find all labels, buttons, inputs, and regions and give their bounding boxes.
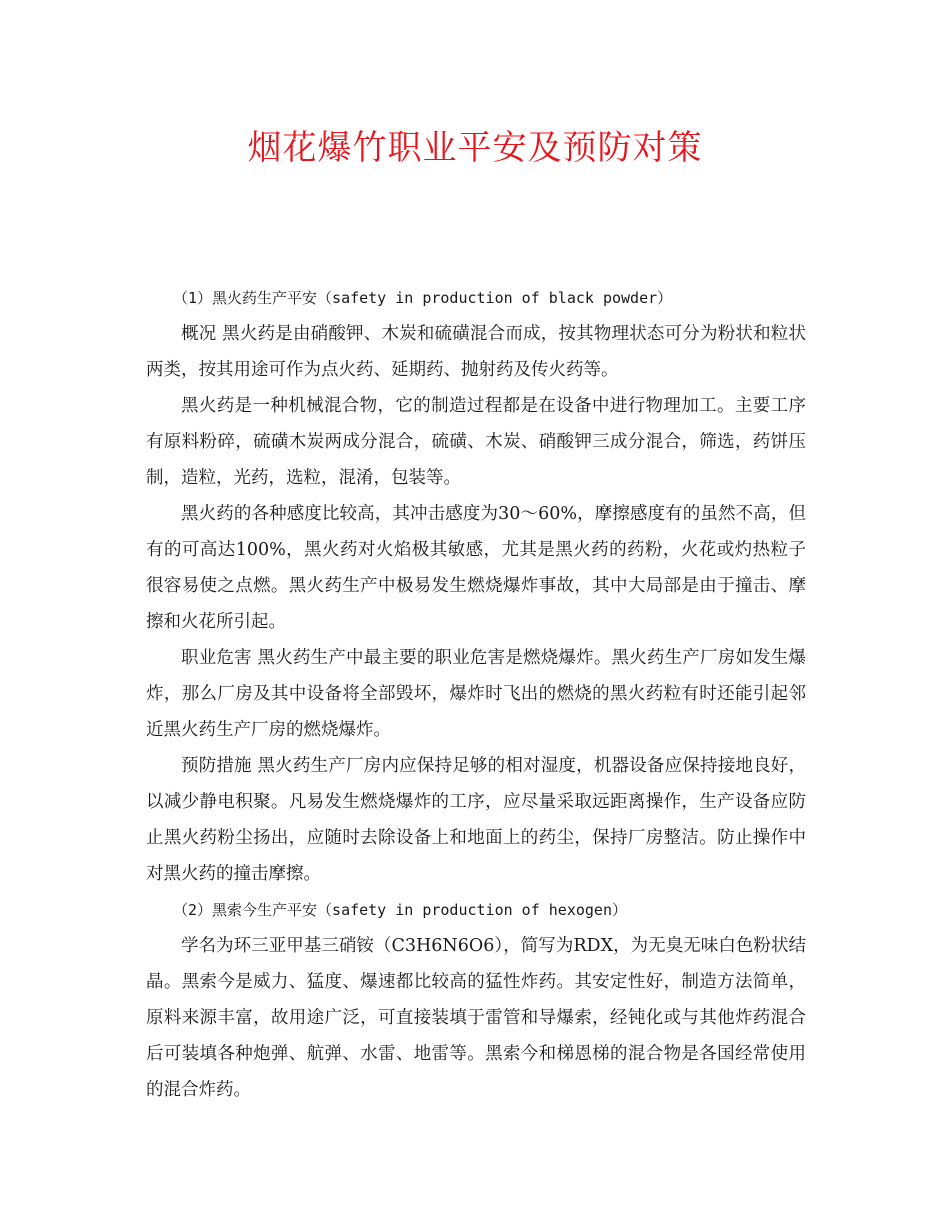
paragraph-manufacturing: 黑火药是一种机械混合物，它的制造过程都是在设备中进行物理加工。主要工序有原料粉碎，硫磺木炭两成分混合，硫磺、木炭、硝酸钾三成分混合，筛选，药饼压制，造粒，光药，选粒，混淆，包装等。: [146, 396, 806, 488]
section-heading-hexogen: （2）黑索今生产平安（safety in production of hexogen）: [173, 901, 627, 919]
paragraph-prevention: 预防措施 黑火药生产厂房内应保持足够的相对湿度，机器设备应保持接地良好，以减少静电积聚。凡易发生燃烧爆炸的工序，应尽量采取远距离操作，生产设备应防止黑火药粉尘扬出，应随时去除设备上和地面上的药尘，保持厂房整洁。防止操作中对黑火药的撞击摩擦。: [146, 756, 806, 884]
section-heading-black-powder: （1）黑火药生产平安（safety in production of black powder）: [173, 289, 673, 307]
paragraph-sensitivity: 黑火药的各种感度比较高，其冲击感度为30～60%，摩擦感度有的虽然不高，但有的可高达100%，黑火药对火焰极其敏感，尤其是黑火药的药粉，火花或灼热粒子很容易使之点燃。黑火药生产中极易发生燃烧爆炸事故，其中大局部是由于撞击、摩擦和火花所引起。: [146, 504, 806, 632]
paragraph-hexogen: 学名为环三亚甲基三硝铵（C3H6N6O6），简写为RDX，为无臭无味白色粉状结晶。黑索今是威力、猛度、爆速都比较高的猛性炸药。其安定性好，制造方法简单，原料来源丰富，故用途广泛，可直接装填于雷管和导爆索，经钝化或与其他炸药混合后可装填各种炮弹、航弹、水雷、地雷等。黑索今和梯恩梯的混合物是各国经常使用的混合炸药。: [146, 936, 806, 1100]
paragraph-hazards: 职业危害 黑火药生产中最主要的职业危害是燃烧爆炸。黑火药生产厂房如发生爆炸，那么厂房及其中设备将全部毁坏，爆炸时飞出的燃烧的黑火药粒有时还能引起邻近黑火药生产厂房的燃烧爆炸。: [146, 648, 806, 740]
paragraph-overview: 概况 黑火药是由硝酸钾、木炭和硫磺混合而成，按其物理状态可分为粉状和粒状两类，按其用途可作为点火药、延期药、抛射药及传火药等。: [146, 324, 806, 380]
document-title: 烟花爆竹职业平安及预防对策: [247, 128, 703, 168]
document-body: [146, 280, 806, 1108]
